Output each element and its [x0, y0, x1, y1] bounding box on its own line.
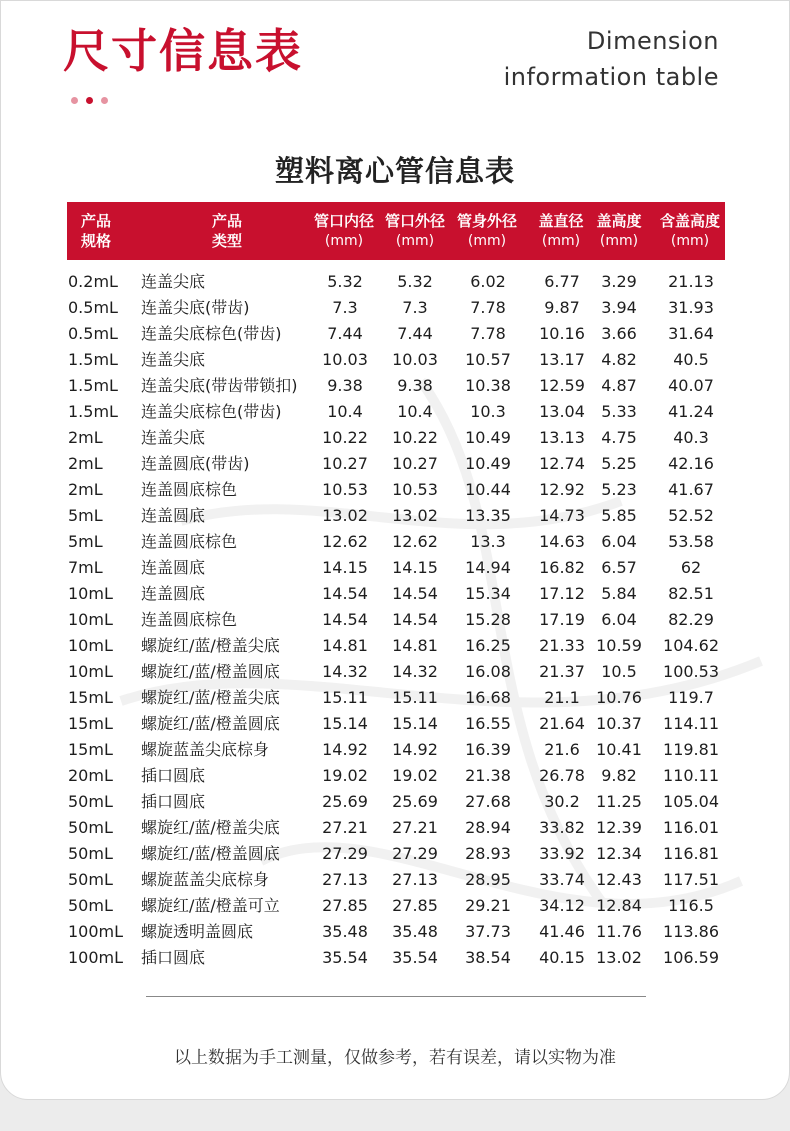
- cell-value-text: 10.76: [596, 688, 642, 707]
- cell-value-text: 10.5: [601, 662, 637, 681]
- cell-spec: 10mL: [68, 584, 113, 603]
- header-label: 规格: [80, 232, 111, 250]
- cell-value-text: 14.94: [465, 558, 511, 577]
- cell-value-text: 10.03: [322, 350, 368, 369]
- cell-value-text: 16.39: [465, 740, 511, 759]
- cell-value-text: 14.81: [392, 636, 438, 655]
- cell-value-text: 82.51: [668, 584, 714, 603]
- cell-type: 螺旋红/蓝/橙盖尖底: [141, 636, 280, 655]
- cell-spec: 50mL: [68, 818, 113, 837]
- header-label: 盖高度: [596, 212, 642, 230]
- table-row: [1, 503, 790, 529]
- cell-type: 连盖尖底(带齿): [141, 298, 250, 317]
- header-cap-height: [590, 202, 648, 260]
- header-unit: (mm): [395, 233, 435, 249]
- cell-value-text: 4.82: [601, 350, 637, 369]
- cell-value-text: 105.04: [663, 792, 719, 811]
- table-row: [1, 321, 790, 347]
- cell-spec: 10mL: [68, 636, 113, 655]
- cell-spec: 10mL: [68, 610, 113, 629]
- table-row: [1, 373, 790, 399]
- cell-type: 连盖尖底: [141, 272, 206, 291]
- cell-value-text: 42.16: [668, 454, 714, 473]
- title-en-line1: Dimension: [586, 27, 719, 55]
- cell-value-text: 82.29: [668, 610, 714, 629]
- cell-value-text: 7.3: [332, 298, 358, 317]
- cell-type: 连盖尖底棕色(带齿): [141, 402, 282, 421]
- table-row: [1, 711, 790, 737]
- table-body: [1, 269, 790, 971]
- cell-value-text: 21.1: [544, 688, 580, 707]
- cell-value-text: 28.93: [465, 844, 511, 863]
- cell-value-text: 31.93: [668, 298, 714, 317]
- cell-type: 连盖圆底棕色: [141, 480, 238, 499]
- cell-value-text: 10.53: [322, 480, 368, 499]
- cell-value-text: 117.51: [663, 870, 719, 889]
- table-row: [1, 399, 790, 425]
- cell-value-text: 31.64: [668, 324, 714, 343]
- cell-value-text: 25.69: [392, 792, 438, 811]
- header-label: 产品: [211, 212, 242, 230]
- cell-value-text: 9.38: [327, 376, 363, 395]
- header-unit: (mm): [324, 233, 364, 249]
- cell-type: 螺旋红/蓝/橙盖尖底: [141, 818, 280, 837]
- cell-value-text: 19.02: [322, 766, 368, 785]
- cell-value-text: 25.69: [322, 792, 368, 811]
- table-row: [1, 607, 790, 633]
- cell-spec: 50mL: [68, 792, 113, 811]
- cell-spec: 50mL: [68, 870, 113, 889]
- cell-value-text: 17.12: [539, 584, 585, 603]
- cell-value-text: 13.02: [596, 948, 642, 967]
- cell-value-text: 35.48: [322, 922, 368, 941]
- cell-value-text: 40.07: [668, 376, 714, 395]
- table-row: [1, 919, 790, 945]
- cell-type: 插口圆底: [141, 766, 206, 785]
- cell-value-text: 35.54: [322, 948, 368, 967]
- header-unit: (mm): [599, 233, 639, 249]
- table-row: [1, 529, 790, 555]
- cell-type: 连盖圆底(带齿): [141, 454, 250, 473]
- cell-value-text: 33.74: [539, 870, 585, 889]
- cell-value-text: 16.68: [465, 688, 511, 707]
- cell-spec: 7mL: [68, 558, 103, 577]
- cell-type: 螺旋红/蓝/橙盖圆底: [141, 714, 280, 733]
- cell-value-text: 13.13: [539, 428, 585, 447]
- table-row: [1, 347, 790, 373]
- cell-value-text: 15.34: [465, 584, 511, 603]
- cell-spec: 100mL: [68, 948, 124, 967]
- cell-type: 螺旋红/蓝/橙盖可立: [141, 896, 280, 915]
- cell-value-text: 52.52: [668, 506, 714, 525]
- cell-value-text: 9.38: [397, 376, 433, 395]
- cell-value-text: 27.13: [392, 870, 438, 889]
- cell-spec: 1.5mL: [68, 376, 118, 395]
- cell-value-text: 16.55: [465, 714, 511, 733]
- table-row: [1, 789, 790, 815]
- cell-type: 连盖圆底: [141, 584, 206, 603]
- cell-value-text: 10.4: [327, 402, 363, 421]
- table-row: [1, 893, 790, 919]
- dot-icon: [71, 97, 78, 104]
- cell-value-text: 116.5: [668, 896, 714, 915]
- header-body-diameter: [452, 202, 522, 260]
- table-row: [1, 555, 790, 581]
- cell-value-text: 10.57: [465, 350, 511, 369]
- cell-value-text: 10.22: [392, 428, 438, 447]
- cell-value-text: 15.11: [322, 688, 368, 707]
- header-unit: (mm): [670, 233, 710, 249]
- cell-type: 连盖圆底棕色: [141, 532, 238, 551]
- cell-value-text: 7.78: [470, 324, 506, 343]
- cell-value-text: 10.03: [392, 350, 438, 369]
- cell-value-text: 7.78: [470, 298, 506, 317]
- cell-value-text: 4.87: [601, 376, 637, 395]
- cell-value-text: 7.3: [402, 298, 428, 317]
- cell-value-text: 27.13: [322, 870, 368, 889]
- header-label: 管口外径: [384, 212, 445, 230]
- dot-icon: [101, 97, 108, 104]
- pagination-dots: [71, 97, 108, 104]
- cell-spec: 2mL: [68, 454, 103, 473]
- cell-spec: 5mL: [68, 532, 103, 551]
- header-unit: (mm): [541, 233, 581, 249]
- cell-type: 插口圆底: [141, 792, 206, 811]
- cell-value-text: 114.11: [663, 714, 719, 733]
- cell-value-text: 116.81: [663, 844, 719, 863]
- cell-value-text: 27.21: [322, 818, 368, 837]
- cell-value-text: 21.37: [539, 662, 585, 681]
- cell-value-text: 3.66: [601, 324, 637, 343]
- header-label: 管口内径: [313, 212, 374, 230]
- cell-value-text: 12.34: [596, 844, 642, 863]
- table-row: [1, 945, 790, 971]
- cell-value-text: 12.62: [392, 532, 438, 551]
- cell-value-text: 12.84: [596, 896, 642, 915]
- cell-value-text: 21.6: [544, 740, 580, 759]
- cell-value-text: 14.81: [322, 636, 368, 655]
- cell-value-text: 104.62: [663, 636, 719, 655]
- cell-value-text: 27.68: [465, 792, 511, 811]
- cell-type: 连盖圆底棕色: [141, 610, 238, 629]
- cell-value-text: 16.08: [465, 662, 511, 681]
- cell-value-text: 10.59: [596, 636, 642, 655]
- cell-type: 螺旋透明盖圆底: [141, 922, 254, 941]
- header-label: 产品: [80, 212, 111, 230]
- cell-value-text: 10.27: [392, 454, 438, 473]
- cell-type: 螺旋蓝盖尖底棕身: [141, 740, 270, 759]
- cell-spec: 0.2mL: [68, 272, 118, 291]
- cell-value-text: 5.25: [601, 454, 637, 473]
- cell-value-text: 40.3: [673, 428, 709, 447]
- cell-value-text: 19.02: [392, 766, 438, 785]
- table-title: 塑料离心管信息表: [274, 154, 515, 188]
- cell-value-text: 40.5: [673, 350, 709, 369]
- cell-value-text: 7.44: [327, 324, 363, 343]
- cell-value-text: 17.19: [539, 610, 585, 629]
- cell-value-text: 29.21: [465, 896, 511, 915]
- cell-value-text: 30.2: [544, 792, 580, 811]
- cell-value-text: 37.73: [465, 922, 511, 941]
- cell-value-text: 14.92: [392, 740, 438, 759]
- cell-value-text: 26.78: [539, 766, 585, 785]
- cell-type: 插口圆底: [141, 948, 206, 967]
- header-unit: (mm): [467, 233, 507, 249]
- cell-value-text: 116.01: [663, 818, 719, 837]
- cell-value-text: 12.62: [322, 532, 368, 551]
- cell-value-text: 5.84: [601, 584, 637, 603]
- cell-value-text: 62: [680, 558, 702, 577]
- header-label: 盖直径: [538, 212, 584, 230]
- cell-value-text: 106.59: [663, 948, 719, 967]
- footer-note: 以上数据为手工测量，仅做参考，若有误差，请以实物为准: [174, 1048, 616, 1068]
- cell-value-text: 13.3: [470, 532, 506, 551]
- table-row: [1, 867, 790, 893]
- cell-value-text: 14.32: [322, 662, 368, 681]
- cell-value-text: 35.54: [392, 948, 438, 967]
- cell-spec: 0.5mL: [68, 298, 118, 317]
- cell-value-text: 13.35: [465, 506, 511, 525]
- cell-value-text: 13.02: [392, 506, 438, 525]
- cell-value-text: 53.58: [668, 532, 714, 551]
- cell-value-text: 7.44: [397, 324, 433, 343]
- header-total-height: [655, 202, 725, 260]
- table-row: [1, 633, 790, 659]
- header-inner-diameter: [309, 202, 379, 260]
- cell-value-text: 4.75: [601, 428, 637, 447]
- cell-value-text: 12.39: [596, 818, 642, 837]
- table-row: [1, 477, 790, 503]
- header-outer-diameter: [380, 202, 450, 260]
- cell-type: 连盖尖底: [141, 428, 206, 447]
- cell-value-text: 34.12: [539, 896, 585, 915]
- cell-value-text: 12.74: [539, 454, 585, 473]
- cell-type: 连盖圆底: [141, 506, 206, 525]
- cell-value-text: 27.29: [322, 844, 368, 863]
- cell-value-text: 27.85: [322, 896, 368, 915]
- cell-value-text: 3.29: [601, 272, 637, 291]
- cell-spec: 1.5mL: [68, 350, 118, 369]
- header-label: 类型: [211, 232, 242, 250]
- cell-value-text: 41.67: [668, 480, 714, 499]
- cell-value-text: 14.54: [322, 584, 368, 603]
- cell-value-text: 15.14: [322, 714, 368, 733]
- cell-spec: 2mL: [68, 480, 103, 499]
- cell-value-text: 15.28: [465, 610, 511, 629]
- title-en-line2: information table: [503, 63, 719, 91]
- cell-value-text: 40.15: [539, 948, 585, 967]
- cell-value-text: 5.23: [601, 480, 637, 499]
- cell-value-text: 15.14: [392, 714, 438, 733]
- cell-value-text: 110.11: [663, 766, 719, 785]
- cell-value-text: 41.46: [539, 922, 585, 941]
- page-title: 尺寸信息表: [63, 24, 303, 78]
- cell-value-text: 27.85: [392, 896, 438, 915]
- header-label: 管身外径: [456, 212, 517, 230]
- cell-value-text: 9.82: [601, 766, 637, 785]
- cell-value-text: 33.92: [539, 844, 585, 863]
- cell-value-text: 16.82: [539, 558, 585, 577]
- cell-value-text: 10.27: [322, 454, 368, 473]
- cell-value-text: 38.54: [465, 948, 511, 967]
- dot-active-icon: [86, 97, 93, 104]
- cell-value-text: 6.02: [470, 272, 506, 291]
- divider: [146, 996, 646, 997]
- table-row: [1, 763, 790, 789]
- cell-spec: 20mL: [68, 766, 113, 785]
- header-spec: [67, 202, 125, 260]
- cell-value-text: 10.53: [392, 480, 438, 499]
- cell-spec: 15mL: [68, 688, 113, 707]
- cell-type: 螺旋红/蓝/橙盖圆底: [141, 844, 280, 863]
- cell-value-text: 11.76: [596, 922, 642, 941]
- cell-type: 连盖圆底: [141, 558, 206, 577]
- cell-value-text: 13.17: [539, 350, 585, 369]
- cell-type: 连盖尖底棕色(带齿): [141, 324, 282, 343]
- cell-value-text: 6.04: [601, 532, 637, 551]
- cell-value-text: 21.38: [465, 766, 511, 785]
- cell-value-text: 6.57: [601, 558, 637, 577]
- cell-value-text: 14.54: [392, 610, 438, 629]
- cell-spec: 50mL: [68, 896, 113, 915]
- cell-value-text: 14.73: [539, 506, 585, 525]
- cell-type: 连盖尖底(带齿带锁扣): [141, 376, 298, 395]
- cell-value-text: 21.13: [668, 272, 714, 291]
- table-row: [1, 581, 790, 607]
- cell-spec: 0.5mL: [68, 324, 118, 343]
- cell-value-text: 21.64: [539, 714, 585, 733]
- table-row: [1, 737, 790, 763]
- cell-spec: 15mL: [68, 714, 113, 733]
- cell-type: 螺旋红/蓝/橙盖尖底: [141, 688, 280, 707]
- cell-type: 螺旋蓝盖尖底棕身: [141, 870, 270, 889]
- cell-value-text: 33.82: [539, 818, 585, 837]
- cell-value-text: 10.49: [465, 454, 511, 473]
- cell-value-text: 13.04: [539, 402, 585, 421]
- header-cap-diameter: [531, 202, 591, 260]
- cell-value-text: 3.94: [601, 298, 637, 317]
- cell-spec: 2mL: [68, 428, 103, 447]
- cell-value-text: 10.49: [465, 428, 511, 447]
- cell-spec: 15mL: [68, 740, 113, 759]
- cell-value-text: 10.41: [596, 740, 642, 759]
- cell-value-text: 28.95: [465, 870, 511, 889]
- table-row: [1, 815, 790, 841]
- cell-value-text: 12.59: [539, 376, 585, 395]
- cell-value-text: 11.25: [596, 792, 642, 811]
- cell-value-text: 21.33: [539, 636, 585, 655]
- cell-value-text: 14.32: [392, 662, 438, 681]
- cell-value-text: 13.02: [322, 506, 368, 525]
- cell-value-text: 35.48: [392, 922, 438, 941]
- table-row: [1, 269, 790, 295]
- cell-value-text: 5.33: [601, 402, 637, 421]
- cell-value-text: 100.53: [663, 662, 719, 681]
- cell-value-text: 10.38: [465, 376, 511, 395]
- table-row: [1, 841, 790, 867]
- cell-spec: 100mL: [68, 922, 124, 941]
- header-type: [192, 202, 262, 260]
- cell-value-text: 14.54: [392, 584, 438, 603]
- cell-value-text: 10.22: [322, 428, 368, 447]
- table-row: [1, 451, 790, 477]
- cell-value-text: 41.24: [668, 402, 714, 421]
- table-row: [1, 425, 790, 451]
- cell-value-text: 27.21: [392, 818, 438, 837]
- cell-value-text: 14.15: [392, 558, 438, 577]
- cell-value-text: 16.25: [465, 636, 511, 655]
- cell-value-text: 10.4: [397, 402, 433, 421]
- cell-value-text: 14.54: [322, 610, 368, 629]
- table-row: [1, 685, 790, 711]
- cell-type: 螺旋红/蓝/橙盖圆底: [141, 662, 280, 681]
- cell-spec: 10mL: [68, 662, 113, 681]
- cell-spec: 1.5mL: [68, 402, 118, 421]
- cell-value-text: 10.16: [539, 324, 585, 343]
- cell-value-text: 119.7: [668, 688, 714, 707]
- cell-value-text: 14.15: [322, 558, 368, 577]
- cell-value-text: 113.86: [663, 922, 719, 941]
- cell-value-text: 15.11: [392, 688, 438, 707]
- cell-value-text: 10.44: [465, 480, 511, 499]
- cell-value-text: 5.32: [327, 272, 363, 291]
- cell-value-text: 6.04: [601, 610, 637, 629]
- cell-value-text: 14.92: [322, 740, 368, 759]
- cell-value-text: 119.81: [663, 740, 719, 759]
- cell-value-text: 28.94: [465, 818, 511, 837]
- cell-value-text: 10.37: [596, 714, 642, 733]
- cell-value-text: 9.87: [544, 298, 580, 317]
- cell-value-text: 27.29: [392, 844, 438, 863]
- cell-value-text: 12.92: [539, 480, 585, 499]
- cell-spec: 5mL: [68, 506, 103, 525]
- cell-value-text: 14.63: [539, 532, 585, 551]
- header-label: 含盖高度: [659, 212, 720, 230]
- cell-value-text: 5.32: [397, 272, 433, 291]
- cell-value-text: 10.3: [470, 402, 506, 421]
- cell-spec: 50mL: [68, 844, 113, 863]
- cell-value-text: 6.77: [544, 272, 580, 291]
- cell-type: 连盖尖底: [141, 350, 206, 369]
- cell-value-text: 5.85: [601, 506, 637, 525]
- cell-value-text: 12.43: [596, 870, 642, 889]
- page-title-english: [504, 23, 719, 95]
- table-row: [1, 659, 790, 685]
- table-row: [1, 295, 790, 321]
- table-header: [67, 202, 725, 260]
